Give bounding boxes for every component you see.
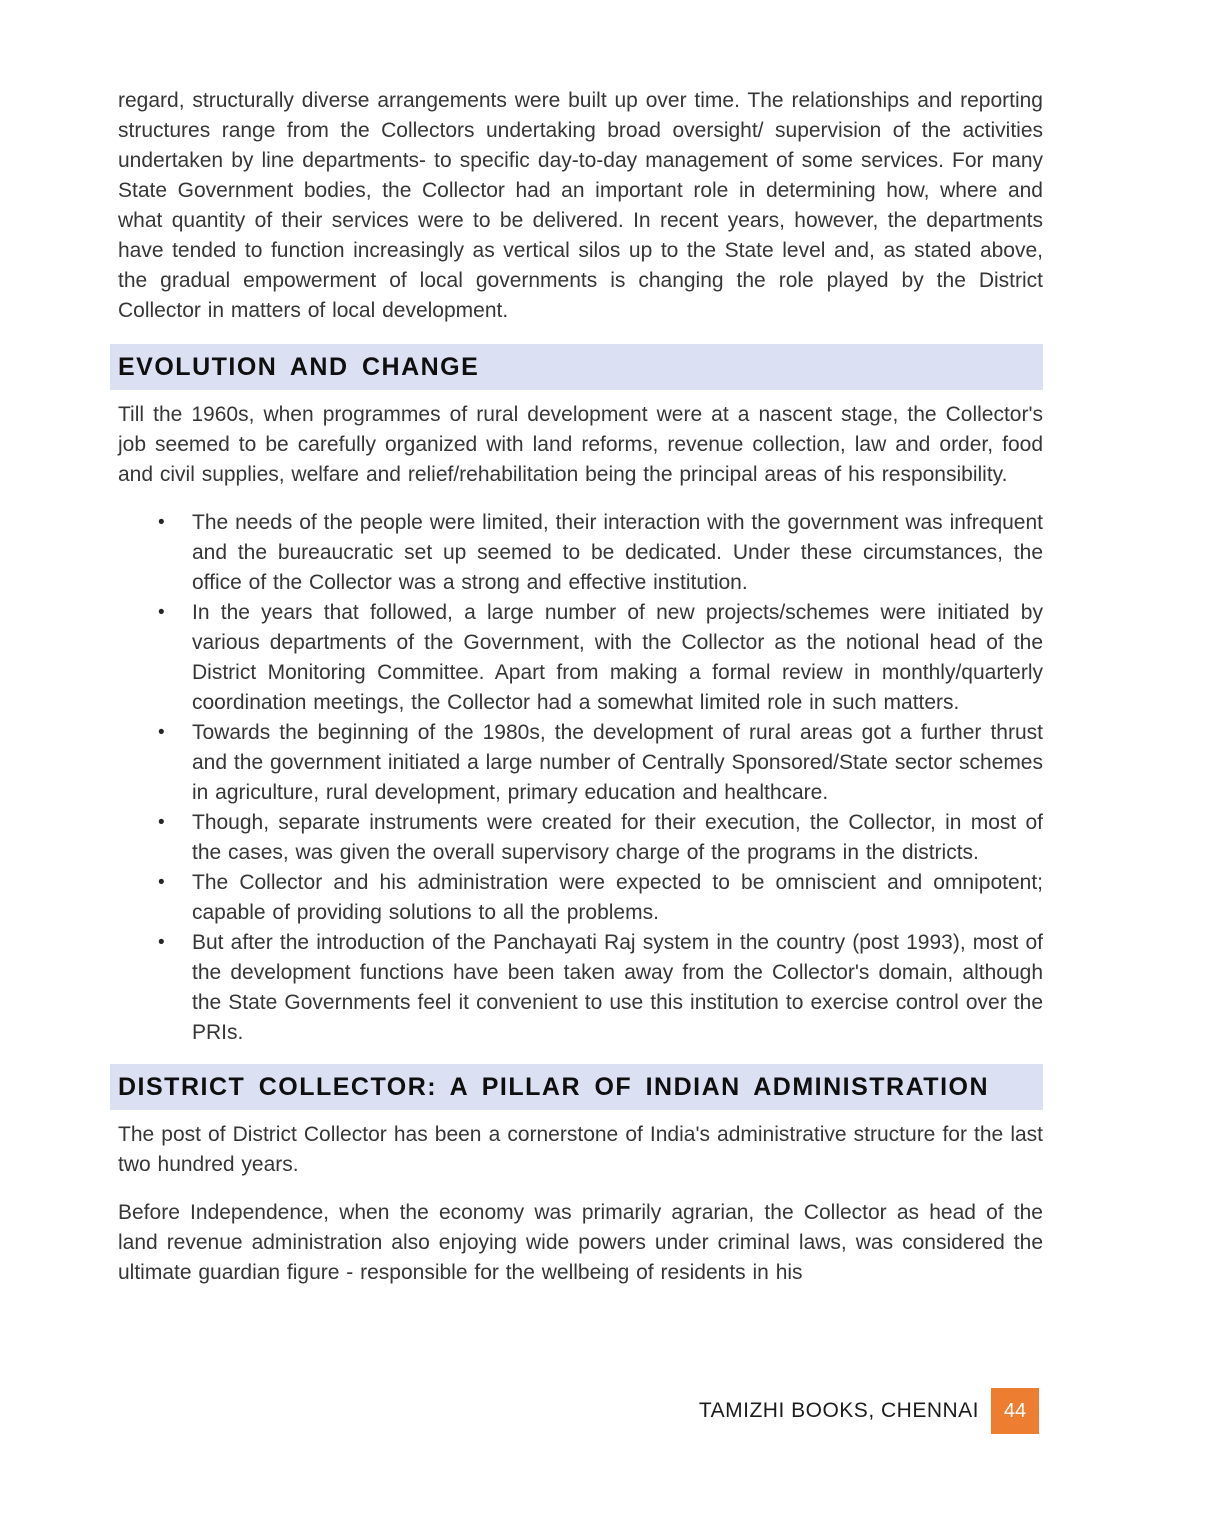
- section-title: DISTRICT COLLECTOR: A PILLAR OF INDIAN ADMINISTRATION: [118, 1073, 990, 1101]
- section-title: EVOLUTION AND CHANGE: [118, 353, 480, 381]
- bullet-item: • The Collector and his administration were expected to be omniscient and omnipotent; capable of providing solutions to all the problems.: [118, 868, 1043, 928]
- page-content: [118, 86, 1043, 1306]
- section-header-district-collector: [110, 1064, 1043, 1110]
- bullet-list: [118, 508, 1043, 1048]
- section-header-evolution-and-change: [110, 344, 1043, 390]
- section-intro-paragraph: Till the 1960s, when programmes of rural development were at a nascent stage, the Collector's job seemed to be carefully organized with land reforms, revenue collection, law and order, food and civil supplies, welfare and relief/rehabilitation being the principal areas of his responsibility.: [118, 403, 1043, 486]
- bullet-item: • Towards the beginning of the 1980s, the development of rural areas got a further thrust and the government initiated a large number of Centrally Sponsored/State sector schemes in agriculture, rural development, primary education and healthcare.: [118, 718, 1043, 808]
- bullet-item: • Though, separate instruments were created for their execution, the Collector, in most of the cases, was given the overall supervisory charge of the programs in the districts.: [118, 808, 1043, 868]
- bullet-item: • In the years that followed, a large number of new projects/schemes were initiated by various departments of the Government, with the Collector as the notional head of the District Monitoring Committee. Apart from making a formal review in monthly/quarterly coordination meetings, the Collector had a somewhat limited role in such matters.: [118, 598, 1043, 718]
- page-number-badge: 44: [991, 1388, 1039, 1434]
- bullet-item: • But after the introduction of the Panchayati Raj system in the country (post 1993), most of the development functions have been taken away from the Collector's domain, although the State Governments feel it convenient to use this institution to exercise control over the PRIs.: [118, 928, 1043, 1048]
- page-footer: [699, 1388, 1039, 1434]
- intro-paragraph: regard, structurally diverse arrangements were built up over time. The relationships and reporting structures range from the Collectors undertaking broad oversight/ supervision of the activities undertaken by line departments- to specific day-to-day management of some services. For many State Government bodies, the Collector had an important role in determining how, where and what quantity of their services were to be delivered. In recent years, however, the departments have tended to function increasingly as vertical silos up to the State level and, as stated above, the gradual empowerment of local governments is changing the role played by the District Collector in matters of local development.: [118, 89, 1043, 322]
- bullet-item: • The needs of the people were limited, their interaction with the government was infrequent and the bureaucratic set up seemed to be dedicated. Under these circumstances, the office of the Collector was a strong and effective institution.: [118, 508, 1043, 598]
- publisher-label: TAMIZHI BOOKS, CHENNAI: [698, 1399, 979, 1422]
- body-paragraph: Before Independence, when the economy was primarily agrarian, the Collector as head of the land revenue administration also enjoying wide powers under criminal laws, was considered the ultimate guardian figure - responsible for the wellbeing of residents in his: [118, 1201, 1043, 1284]
- body-paragraph: The post of District Collector has been a cornerstone of India's administrative structure for the last two hundred years.: [118, 1123, 1043, 1176]
